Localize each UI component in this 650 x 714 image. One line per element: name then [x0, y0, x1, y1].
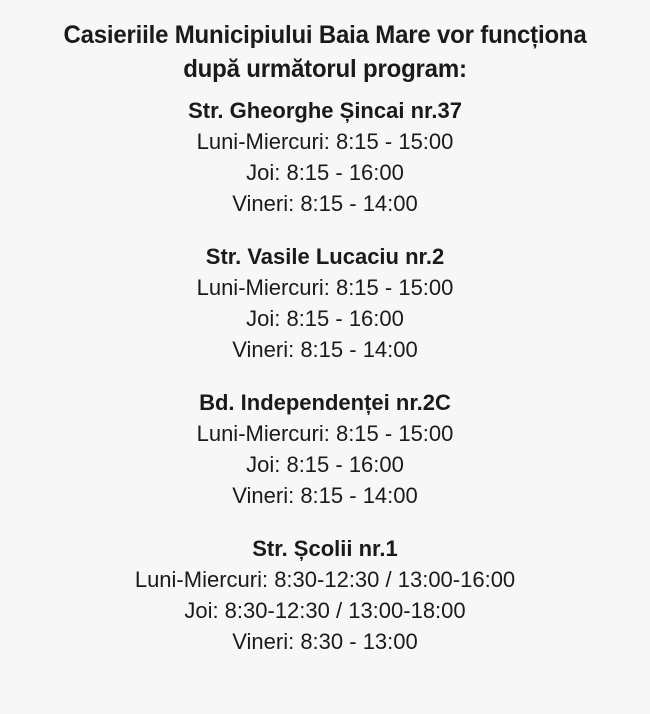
hours-fri: Vineri: 8:15 - 14:00 [232, 191, 418, 216]
hours-thu: Joi: 8:30-12:30 / 13:00-18:00 [184, 598, 466, 623]
branch-list [0, 96, 650, 657]
branch-scolii [0, 534, 650, 657]
branch-name: Bd. Independenței nr.2C [199, 390, 451, 415]
notice-title-line-2: după următorul program: [183, 55, 467, 83]
hours-mon-wed: Luni-Miercuri: 8:15 - 15:00 [196, 275, 454, 300]
notice-title [13, 0, 637, 86]
hours-mon-wed: Luni-Miercuri: 8:15 - 15:00 [196, 421, 454, 446]
hours-fri: Vineri: 8:30 - 13:00 [232, 629, 418, 654]
hours-mon-wed: Luni-Miercuri: 8:30-12:30 / 13:00-16:00 [134, 567, 516, 592]
branch-independentei [0, 388, 650, 511]
hours-thu: Joi: 8:15 - 16:00 [246, 306, 404, 331]
hours-fri: Vineri: 8:15 - 14:00 [232, 483, 418, 508]
hours-mon-wed: Luni-Miercuri: 8:15 - 15:00 [196, 129, 454, 154]
hours-thu: Joi: 8:15 - 16:00 [246, 160, 404, 185]
branch-name: Str. Gheorghe Șincai nr.37 [188, 98, 462, 123]
branch-name: Str. Vasile Lucaciu nr.2 [205, 244, 445, 269]
branch-vasile-lucaciu [0, 242, 650, 365]
branch-gheorghe-sincai [0, 96, 650, 219]
branch-name: Str. Școlii nr.1 [252, 536, 398, 561]
hours-thu: Joi: 8:15 - 16:00 [246, 452, 404, 477]
notice-title-line-1: Casieriile Municipiului Baia Mare vor funcționa [63, 21, 587, 49]
hours-fri: Vineri: 8:15 - 14:00 [232, 337, 418, 362]
